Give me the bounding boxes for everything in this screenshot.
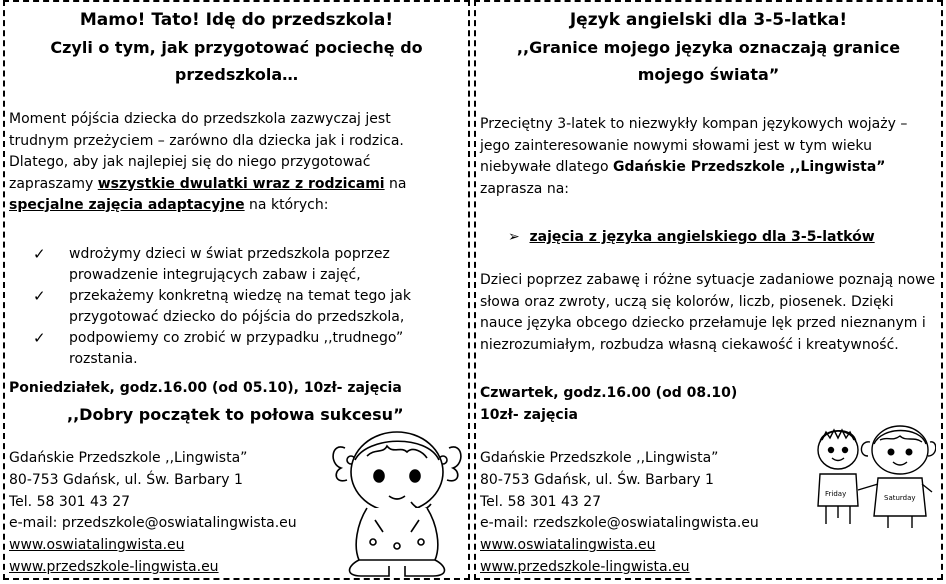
right-intro-paragraph (480, 114, 932, 200)
right-description: Dzieci poprzez zabawę i różne sytuacje zadaniowe poznają nowe słowa oraz zwroty, uczą się kolorów, liczb, piosenek. Dzięki nauce języka obcego dziecko przełamuje lęk przed nieznanym i niezrozumiałym, rozbudza własną ciekawość i kreatywność. (480, 272, 936, 353)
left-intro-paragraph (9, 109, 427, 217)
right-schedule-line1: Czwartek, godz.16.00 (od 08.10) (480, 385, 738, 401)
list-item (33, 244, 453, 286)
right-contact-block (480, 448, 759, 579)
checkmark-icon: ✓ (33, 287, 46, 305)
website-link-1[interactable]: www.oswiatalingwista.eu (480, 537, 656, 554)
right-flyer (474, 0, 943, 580)
contact-address: 80-753 Gdańsk, ul. Św. Barbary 1 (9, 471, 243, 488)
right-bullet-text: zajęcia z języka angielskiego dla 3-5-latków (529, 229, 875, 245)
list-item (33, 286, 453, 328)
right-schedule-line2: 10zł- zajęcia (480, 407, 578, 423)
left-intro-emphasis-1: wszystkie dwulatki wraz z rodzicami (97, 175, 385, 192)
list-item-text: podpowiemy co zrobić w przypadku ,,trudnego” rozstania. (69, 330, 404, 367)
right-intro-text: Przeciętny 3-latek to niezwykły kompan językowych wojaży – jego zainteresowanie nowymi słowami jest w tym wieku niebywałe dlatego (480, 116, 908, 175)
girl-illustration (327, 420, 467, 580)
right-bullet-item (508, 227, 875, 249)
left-schedule: Poniedziałek, godz.16.00 (od 05.10), 10zł- zajęcia (9, 380, 402, 396)
contact-email[interactable]: e-mail: rzedszkole@oswiatalingwista.eu (480, 515, 759, 532)
contact-address: 80-753 Gdańsk, ul. Św. Barbary 1 (480, 471, 714, 488)
list-item (33, 328, 453, 370)
left-subtitle-line1: Czyli o tym, jak przygotować pociechę do (50, 38, 423, 57)
left-checklist (33, 244, 453, 370)
website-link-2[interactable]: www.przedszkole-lingwista.eu (480, 558, 690, 575)
children-illustration (804, 420, 936, 530)
left-intro-emphasis-2: specjalne zajęcia adaptacyjne (9, 197, 245, 213)
arrow-bullet-icon: ➢ (508, 229, 520, 245)
list-item-text: wdrożymy dzieci w świat przedszkola poprzez prowadzenie integrujących zabaw i zajęć, (69, 246, 390, 283)
left-intro-text-3: na których: (244, 197, 329, 213)
left-flyer (3, 0, 470, 580)
website-link-2[interactable]: www.przedszkole-lingwista.eu (9, 558, 219, 575)
right-intro-emphasis: Gdańskie Przedszkole ,,Lingwista” (612, 159, 886, 175)
checkmark-icon: ✓ (33, 245, 46, 263)
right-intro-text-2: zaprasza na: (480, 180, 569, 197)
right-subtitle-line1: ,,Granice mojego języka oznaczają granice (516, 38, 901, 57)
boy-shirt-label: Friday (825, 490, 847, 498)
left-title: Mamo! Tato! Idę do przedszkola! (79, 10, 394, 30)
contact-name: Gdańskie Przedszkole ,,Lingwista” (9, 450, 248, 466)
list-item-text: przekażemy konkretną wiedzę na temat tego jak przygotować dziecko do pójścia do przedszkola, (69, 288, 411, 325)
left-slogan: ,,Dobry początek to połowa sukcesu” (67, 405, 404, 424)
checkmark-icon: ✓ (33, 329, 46, 347)
right-title: Język angielski dla 3-5-latka! (569, 10, 848, 30)
left-intro-text-2: na (384, 175, 407, 192)
website-link-1[interactable]: www.oswiatalingwista.eu (9, 537, 185, 554)
contact-phone: Tel. 58 301 43 27 (480, 493, 602, 510)
left-contact-block (9, 448, 297, 579)
contact-email[interactable]: e-mail: przedszkole@oswiatalingwista.eu (9, 515, 297, 532)
left-intro-text: Moment pójścia dziecka do przedszkola zazwyczaj jest trudnym przeżyciem – zarówno dla dziecka jak i rodzica. Dlatego, aby jak najlepiej się do niego przygotować zapraszamy (9, 111, 404, 192)
girl-shirt-label: Saturday (884, 494, 916, 502)
contact-phone: Tel. 58 301 43 27 (9, 493, 131, 510)
right-subtitle-line2: mojego świata” (637, 65, 780, 84)
contact-name: Gdańskie Przedszkole ,,Lingwista” (480, 450, 719, 466)
left-subtitle-line2: przedszkola… (174, 65, 299, 84)
